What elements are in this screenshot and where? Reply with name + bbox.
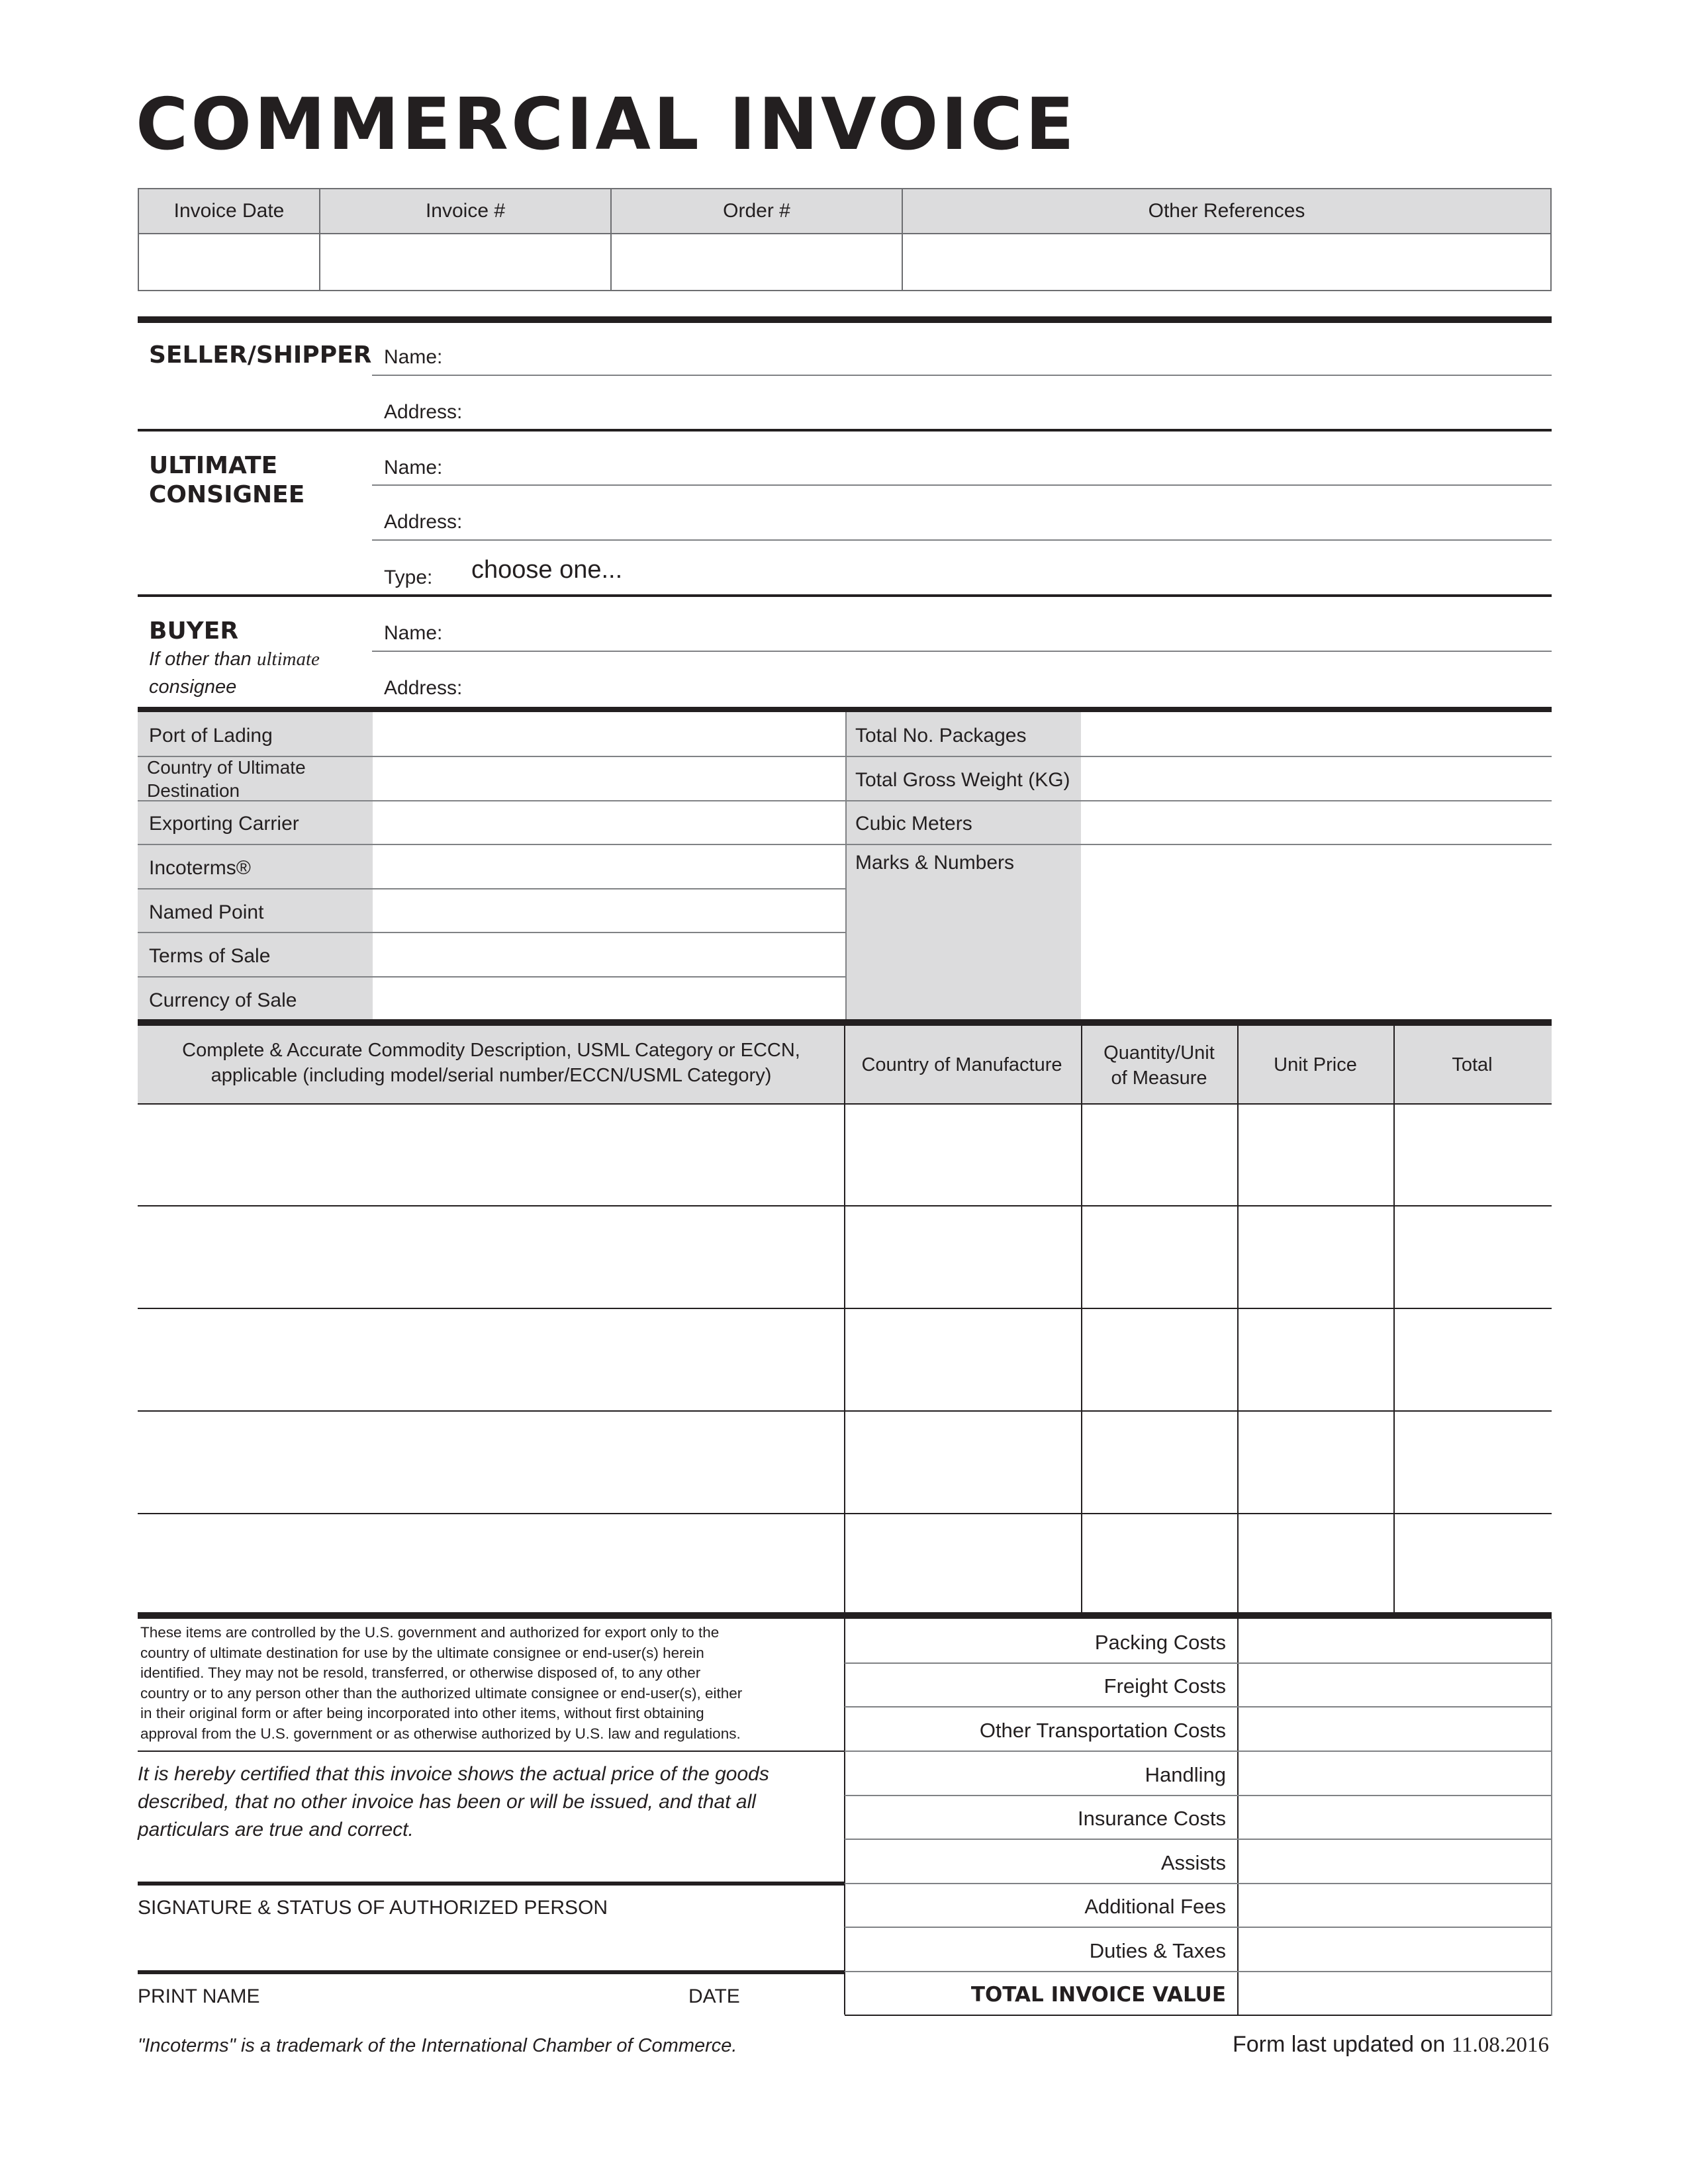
terms-of-sale-field[interactable] xyxy=(374,933,844,975)
export-notice-line: country of ultimate destination for use by the ultimate consignee or end-user(s) herein xyxy=(140,1644,704,1661)
gross-weight-label: Total Gross Weight (KG) xyxy=(855,769,1070,791)
assists-label: Assists xyxy=(1160,1851,1226,1874)
cubic-meters-label: Cubic Meters xyxy=(855,813,972,835)
divider xyxy=(372,484,1552,486)
export-control-notice xyxy=(140,1623,816,1744)
seller-name-field[interactable] xyxy=(450,338,1549,372)
description-header-line2: applicable (including model/serial number/ECCN/USML Category) xyxy=(211,1065,772,1086)
table-row[interactable] xyxy=(139,1412,1550,1512)
date-label: DATE xyxy=(688,1985,740,2007)
table-row-divider xyxy=(138,1308,1552,1309)
divider xyxy=(138,1751,845,1752)
divider xyxy=(138,1970,845,1974)
invoice-date-header: Invoice Date xyxy=(138,189,320,234)
buyer-address-field[interactable] xyxy=(463,668,1549,703)
column-divider xyxy=(1237,1619,1239,2015)
country-destination-label-line1: Country of Ultimate xyxy=(147,757,306,778)
form-updated-note xyxy=(1233,2032,1549,2058)
order-number-header: Order # xyxy=(611,189,902,234)
export-notice-line: in their original form or after being incorporated into other items, without first obtaining xyxy=(140,1705,704,1721)
description-header xyxy=(140,1038,842,1088)
invoice-number-field[interactable] xyxy=(320,234,611,291)
packing-costs-label: Packing Costs xyxy=(1094,1631,1226,1654)
export-notice-line: country or to any person other than the authorized ultimate consignee or end-user(s), either xyxy=(140,1684,743,1702)
section-divider xyxy=(138,1612,1552,1619)
quantity-header-line2: of Measure xyxy=(1111,1068,1207,1089)
total-packages-field[interactable] xyxy=(1082,713,1549,754)
buyer-sublabel-b: ultimate xyxy=(256,649,320,670)
currency-of-sale-field[interactable] xyxy=(374,978,844,1019)
incoterms-field[interactable] xyxy=(374,845,844,887)
quantity-header-line1: Quantity/Unit xyxy=(1103,1042,1215,1064)
section-divider xyxy=(138,707,1552,712)
country-destination-label-line2: Destination xyxy=(147,780,240,801)
seller-shipper-label: SELLER/SHIPPER xyxy=(149,341,372,369)
marks-numbers-label: Marks & Numbers xyxy=(855,852,1015,874)
certification-line: It is hereby certified that this invoice shows the actual price of the goods xyxy=(138,1763,769,1785)
total-invoice-value-label: TOTAL INVOICE VALUE xyxy=(970,1983,1226,2007)
cubic-meters-field[interactable] xyxy=(1082,801,1549,842)
consignee-name-field[interactable] xyxy=(450,447,1549,482)
duties-taxes-label: Duties & Taxes xyxy=(1089,1939,1226,1962)
divider xyxy=(372,539,1552,541)
certification-statement xyxy=(138,1760,800,1844)
page-title: COMMERCIAL INVOICE xyxy=(136,83,1077,166)
exporting-carrier-field[interactable] xyxy=(374,801,844,842)
named-point-field[interactable] xyxy=(374,889,844,931)
quantity-header xyxy=(1082,1040,1237,1091)
handling-field[interactable] xyxy=(1239,1752,1550,1794)
divider xyxy=(138,594,1552,597)
description-header-line1: Complete & Accurate Commodity Description, USML Category or ECCN, xyxy=(182,1040,800,1061)
buyer-address-label: Address: xyxy=(384,677,463,699)
seller-name-label: Name: xyxy=(384,346,443,368)
export-notice-line: identified. They may not be resold, transferred, or otherwise disposed of, to any other xyxy=(140,1664,701,1681)
country-of-manufacture-header: Country of Manufacture xyxy=(861,1054,1062,1075)
consignee-address-label: Address: xyxy=(384,511,463,533)
freight-costs-field[interactable] xyxy=(1239,1664,1550,1705)
buyer-name-field[interactable] xyxy=(450,613,1549,647)
order-number-field[interactable] xyxy=(611,234,902,291)
section-divider xyxy=(138,1019,1552,1026)
divider xyxy=(845,2015,1552,2016)
divider xyxy=(845,712,847,1019)
port-of-lading-field[interactable] xyxy=(374,713,844,754)
divider xyxy=(138,429,1552,432)
incoterms-label: Incoterms® xyxy=(149,857,251,879)
exporting-carrier-label: Exporting Carrier xyxy=(149,813,299,835)
additional-fees-label: Additional Fees xyxy=(1084,1895,1226,1918)
consignee-name-label: Name: xyxy=(384,457,443,478)
insurance-costs-label: Insurance Costs xyxy=(1078,1807,1226,1830)
named-point-label: Named Point xyxy=(149,901,264,923)
insurance-costs-field[interactable] xyxy=(1239,1796,1550,1837)
currency-of-sale-label: Currency of Sale xyxy=(149,989,297,1011)
table-row-divider xyxy=(138,1205,1552,1206)
table-row[interactable] xyxy=(139,1515,1550,1612)
consignee-label-line2: CONSIGNEE xyxy=(149,481,305,508)
consignee-address-field[interactable] xyxy=(463,502,1549,536)
other-transport-costs-field[interactable] xyxy=(1239,1707,1550,1749)
buyer-label: BUYER xyxy=(149,617,239,645)
terms-of-sale-label: Terms of Sale xyxy=(149,945,271,967)
invoice-date-field[interactable] xyxy=(138,234,320,291)
table-row[interactable] xyxy=(139,1105,1550,1205)
packing-costs-field[interactable] xyxy=(1239,1620,1550,1661)
export-notice-line: approval from the U.S. government or as otherwise authorized by U.S. law and regulations. xyxy=(140,1725,741,1742)
buyer-sublabel-a: If other than xyxy=(149,649,252,670)
consignee-type-dropdown[interactable]: choose one... xyxy=(471,556,623,584)
updated-label: Form last updated on xyxy=(1232,2032,1446,2057)
divider xyxy=(138,1882,845,1886)
updated-date: 11.08.2016 xyxy=(1451,2033,1549,2057)
unit-price-header: Unit Price xyxy=(1274,1054,1357,1075)
signature-label: SIGNATURE & STATUS OF AUTHORIZED PERSON xyxy=(138,1897,608,1919)
divider xyxy=(372,651,1552,652)
table-row[interactable] xyxy=(139,1310,1550,1409)
incoterms-trademark-note: "Incoterms" is a trademark of the International Chamber of Commerce. xyxy=(138,2035,737,2056)
table-row-divider xyxy=(138,1410,1552,1412)
consignee-label-line1: ULTIMATE xyxy=(149,452,278,479)
assists-field[interactable] xyxy=(1239,1840,1550,1882)
buyer-sublabel xyxy=(149,645,320,673)
total-packages-label: Total No. Packages xyxy=(855,725,1027,747)
divider xyxy=(1551,1619,1552,2016)
seller-address-label: Address: xyxy=(384,401,463,423)
column-divider xyxy=(844,1619,845,2015)
print-name-label: PRINT NAME xyxy=(138,1985,260,2007)
certification-line: particulars are true and correct. xyxy=(138,1819,414,1841)
seller-address-field[interactable] xyxy=(463,392,1549,426)
duties-taxes-field[interactable] xyxy=(1239,1928,1550,1970)
table-row-divider xyxy=(138,1513,1552,1514)
other-references-field[interactable] xyxy=(902,234,1551,291)
gross-weight-field[interactable] xyxy=(1082,757,1549,799)
invoice-number-header: Invoice # xyxy=(320,189,611,234)
consignee-type-label: Type: xyxy=(384,567,433,588)
table-row[interactable] xyxy=(139,1207,1550,1306)
signature-field[interactable] xyxy=(139,1923,842,1968)
other-transport-costs-label: Other Transportation Costs xyxy=(979,1719,1226,1742)
invoice-reference-table xyxy=(138,188,1552,291)
other-references-header: Other References xyxy=(902,189,1551,234)
buyer-sublabel-line2: consignee xyxy=(149,676,237,698)
divider xyxy=(372,375,1552,376)
buyer-name-label: Name: xyxy=(384,622,443,644)
section-divider xyxy=(138,316,1552,323)
export-notice-line: These items are controlled by the U.S. government and authorized for export only to the xyxy=(140,1624,720,1641)
handling-label: Handling xyxy=(1145,1763,1226,1786)
marks-numbers-field[interactable] xyxy=(1082,845,1549,1019)
additional-fees-field[interactable] xyxy=(1239,1884,1550,1925)
freight-costs-label: Freight Costs xyxy=(1103,1674,1226,1698)
total-invoice-value-field[interactable] xyxy=(1239,1972,1550,2013)
port-of-lading-label: Port of Lading xyxy=(149,725,273,747)
country-destination-field[interactable] xyxy=(374,757,844,799)
total-header: Total xyxy=(1452,1054,1493,1075)
certification-line: described, that no other invoice has been or will be issued, and that all xyxy=(138,1791,756,1813)
